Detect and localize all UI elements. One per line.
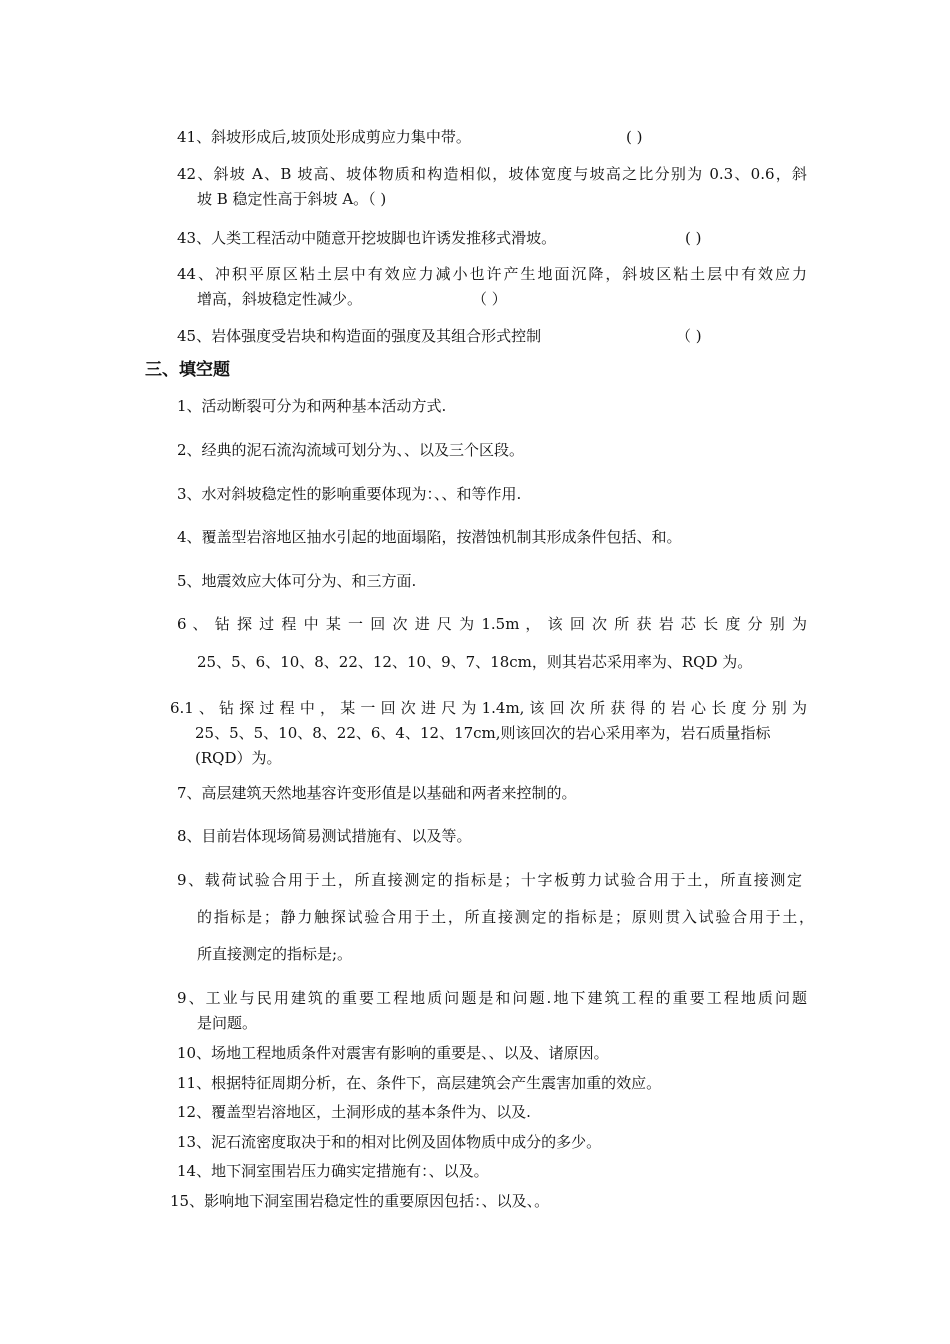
fill-item-9b-line2: 是问题。 (197, 1014, 258, 1032)
tf-item-44-line2: 增高，斜坡稳定性减少。 (197, 290, 363, 308)
tf-item-42-line1: 42、斜坡 A、B 坡高、坡体物质和构造相似，坡体宽度与坡高之比分别为 0.3、0.6，斜 (177, 165, 807, 183)
fill-item-9a-line2: 的指标是；静力触探试验合用于土，所直接测定的指标是；原则贯入试验合用于土， (197, 908, 814, 926)
tf-item-43: 43、人类工程活动中随意开挖坡脚也许诱发推移式滑坡。 (177, 229, 557, 247)
fill-item-10: 10、场地工程地质条件对震害有影响的重要是、、以及、诸原因。 (177, 1044, 609, 1062)
fill-item-6-1-line3: (RQD）为。 (195, 749, 282, 767)
fill-item-13: 13、泥石流密度取决于和的相对比例及固体物质中成分的多少。 (177, 1133, 602, 1151)
fill-item-1: 1、活动断裂可分为和两种基本活动方式. (177, 397, 447, 415)
tf-item-41: 41、斜坡形成后,坡顶处形成剪应力集中带。 (177, 128, 471, 146)
fill-item-7: 7、高层建筑天然地基容许变形值是以基础和两者来控制的。 (177, 784, 577, 802)
fill-item-4: 4、覆盖型岩溶地区抽水引起的地面塌陷，按潜蚀机制其形成条件包括、和。 (177, 528, 682, 546)
fill-item-9a-line1: 9、载荷试验合用于土，所直接测定的指标是；十字板剪力试验合用于土，所直接测定 (177, 871, 802, 889)
fill-item-6-1-line2: 25、5、5、10、8、22、6、4、12、17cm,则该回次的岩心采用率为，岩石质量指标 (195, 724, 771, 742)
answer-bracket-44[interactable]: （ ） (472, 290, 507, 308)
fill-item-9a-line3: 所直接测定的指标是;。 (197, 945, 353, 963)
fill-item-6-line1: 6 、 钻 探 过 程 中 某 一 回 次 进 尺 为 1.5m ， 该 回 次 所 获 岩 芯 长 度 分 别 为 (177, 615, 807, 633)
tf-item-44-line1: 44、冲积平原区粘土层中有效应力减小也许产生地面沉降，斜坡区粘土层中有效应力 (177, 265, 807, 283)
answer-bracket-43[interactable]: ( ) (685, 229, 702, 247)
fill-item-6-1-line1: 6.1 、 钻 探 过 程 中 ， 某 一 回 次 进 尺 为 1.4m, 该 回 次 所 获 得 的 岩 心 长 度 分 别 为 (170, 699, 807, 717)
fill-item-3: 3、水对斜坡稳定性的影响重要体现为：、、和等作用. (177, 485, 522, 503)
fill-item-8: 8、目前岩体现场简易测试措施有、以及等。 (177, 827, 472, 845)
tf-item-42-line2: 坡 B 稳定性高于斜坡 A。（ ) (197, 190, 387, 208)
fill-item-12: 12、覆盖型岩溶地区，土洞形成的基本条件为、以及. (177, 1103, 531, 1121)
fill-item-9b-line1: 9、工业与民用建筑的重要工程地质问题是和问题.地下建筑工程的重要工程地质问题 (177, 989, 807, 1007)
fill-item-11: 11、根据特征周期分析，在、条件下，高层建筑会产生震害加重的效应。 (177, 1074, 662, 1092)
fill-item-6-line2: 25、5、6、10、8、22、12、10、9、7、18cm，则其岩芯采用率为、RQD 为。 (197, 653, 753, 671)
fill-item-15: 15、影响地下洞室围岩稳定性的重要原因包括：、以及、。 (170, 1192, 550, 1210)
answer-bracket-45[interactable]: （ ) (676, 327, 702, 345)
answer-bracket-41[interactable]: ( ) (626, 128, 643, 146)
fill-item-2: 2、经典的泥石流沟流域可划分为、、以及三个区段。 (177, 441, 525, 459)
fill-item-14: 14、地下洞室围岩压力确实定措施有：、以及。 (177, 1162, 489, 1180)
tf-item-45: 45、岩体强度受岩块和构造面的强度及其组合形式控制 (177, 327, 542, 345)
section-title: 三、填空题 (145, 360, 230, 380)
fill-item-5: 5、地震效应大体可分为、和三方面. (177, 572, 417, 590)
